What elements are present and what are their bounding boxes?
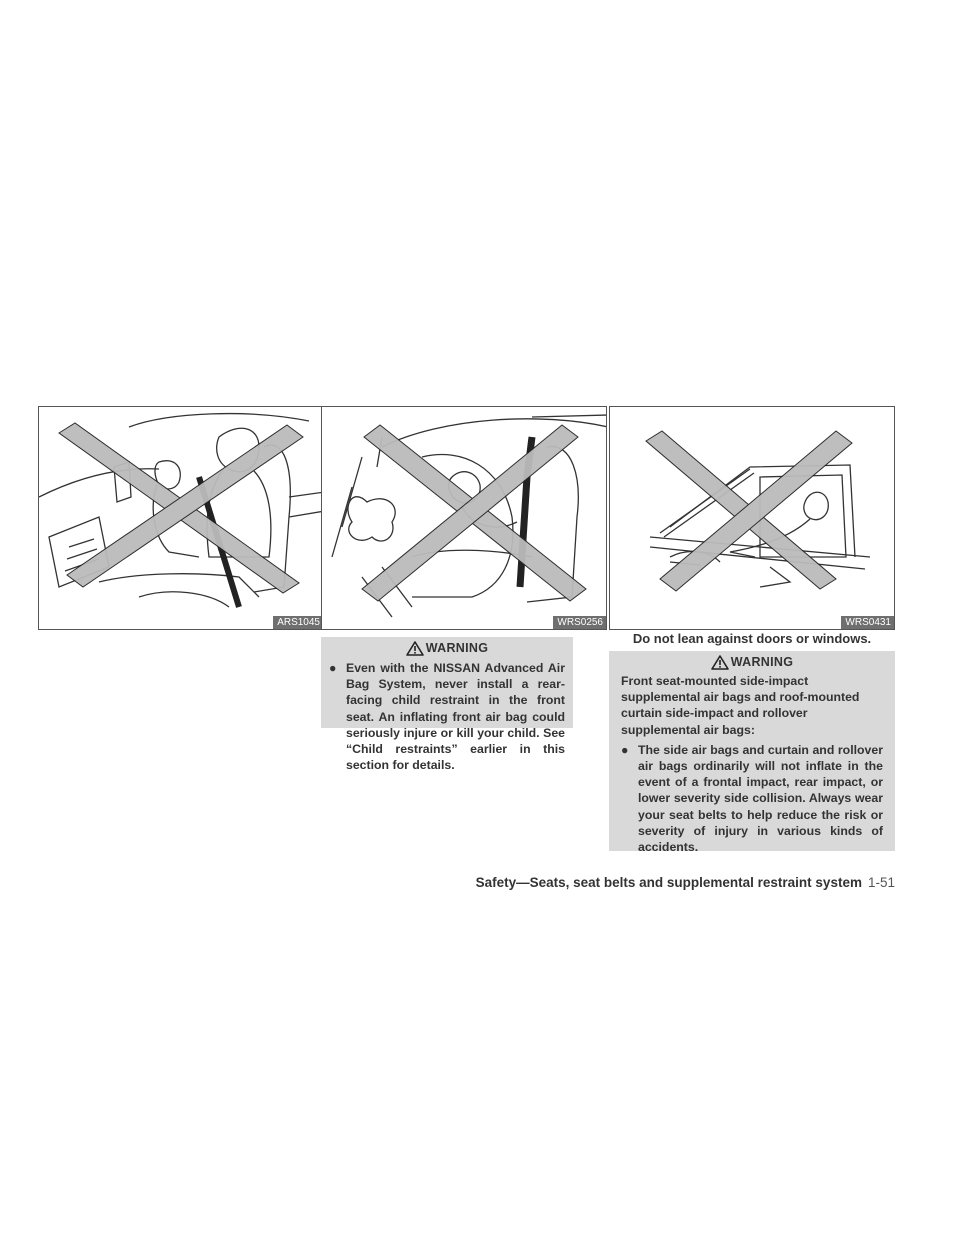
section-title: Safety—Seats, seat belts and supplemental restraint system — [475, 875, 862, 890]
figure-rear-facing-child-seat-warning — [321, 406, 607, 630]
figure-code: WRS0256 — [553, 616, 606, 629]
illustration-child-on-lap — [39, 407, 324, 630]
warning-bullet-item — [621, 742, 883, 855]
warning-item-text: The side air bags and curtain and rollover air bags ordinarily will not inflate in the event of a frontal impact, rear impact, or lower severity side collision. Always wear your seat belts to help reduce the risk or severity of injury in various kinds of accidents. — [638, 742, 883, 855]
warning-heading — [329, 637, 565, 659]
bullet-icon: ● — [329, 661, 337, 675]
figure-code: WRS0431 — [841, 616, 894, 629]
warning-title: WARNING — [425, 640, 489, 655]
figure-code: ARS1045 — [273, 616, 323, 629]
page-footer — [425, 875, 895, 890]
figure-caption: Do not lean against doors or windows. — [632, 631, 872, 646]
illustration-occupant-leaning-on-door — [610, 407, 895, 630]
figure-lean-against-door-warning — [609, 406, 895, 630]
illustration-airbag-and-child-seat — [322, 407, 607, 630]
warning-triangle-icon — [406, 641, 424, 656]
warning-bullet-item — [329, 660, 565, 773]
bullet-icon: ● — [621, 742, 629, 757]
warning-box-side-airbags — [609, 651, 895, 855]
warning-title: WARNING — [730, 654, 794, 669]
warning-intro-text: Front seat-mounted side-impact supplemental air bags and roof-mounted curtain side-impact and rollover supplemental air bags: — [621, 674, 860, 737]
figure-front-seat-child-warning — [38, 406, 324, 630]
warning-heading — [621, 651, 883, 673]
warning-box-child-restraint — [321, 637, 573, 773]
page-number: 1-51 — [867, 875, 895, 890]
warning-item-text: Even with the NISSAN Advanced Air Bag System, never install a rear-facing child restraint in the front seat. An inflating front air bag could seriously injure or kill your child. See “Child restraints” earlier in this section for details. — [346, 661, 565, 773]
warning-triangle-icon — [711, 655, 729, 670]
